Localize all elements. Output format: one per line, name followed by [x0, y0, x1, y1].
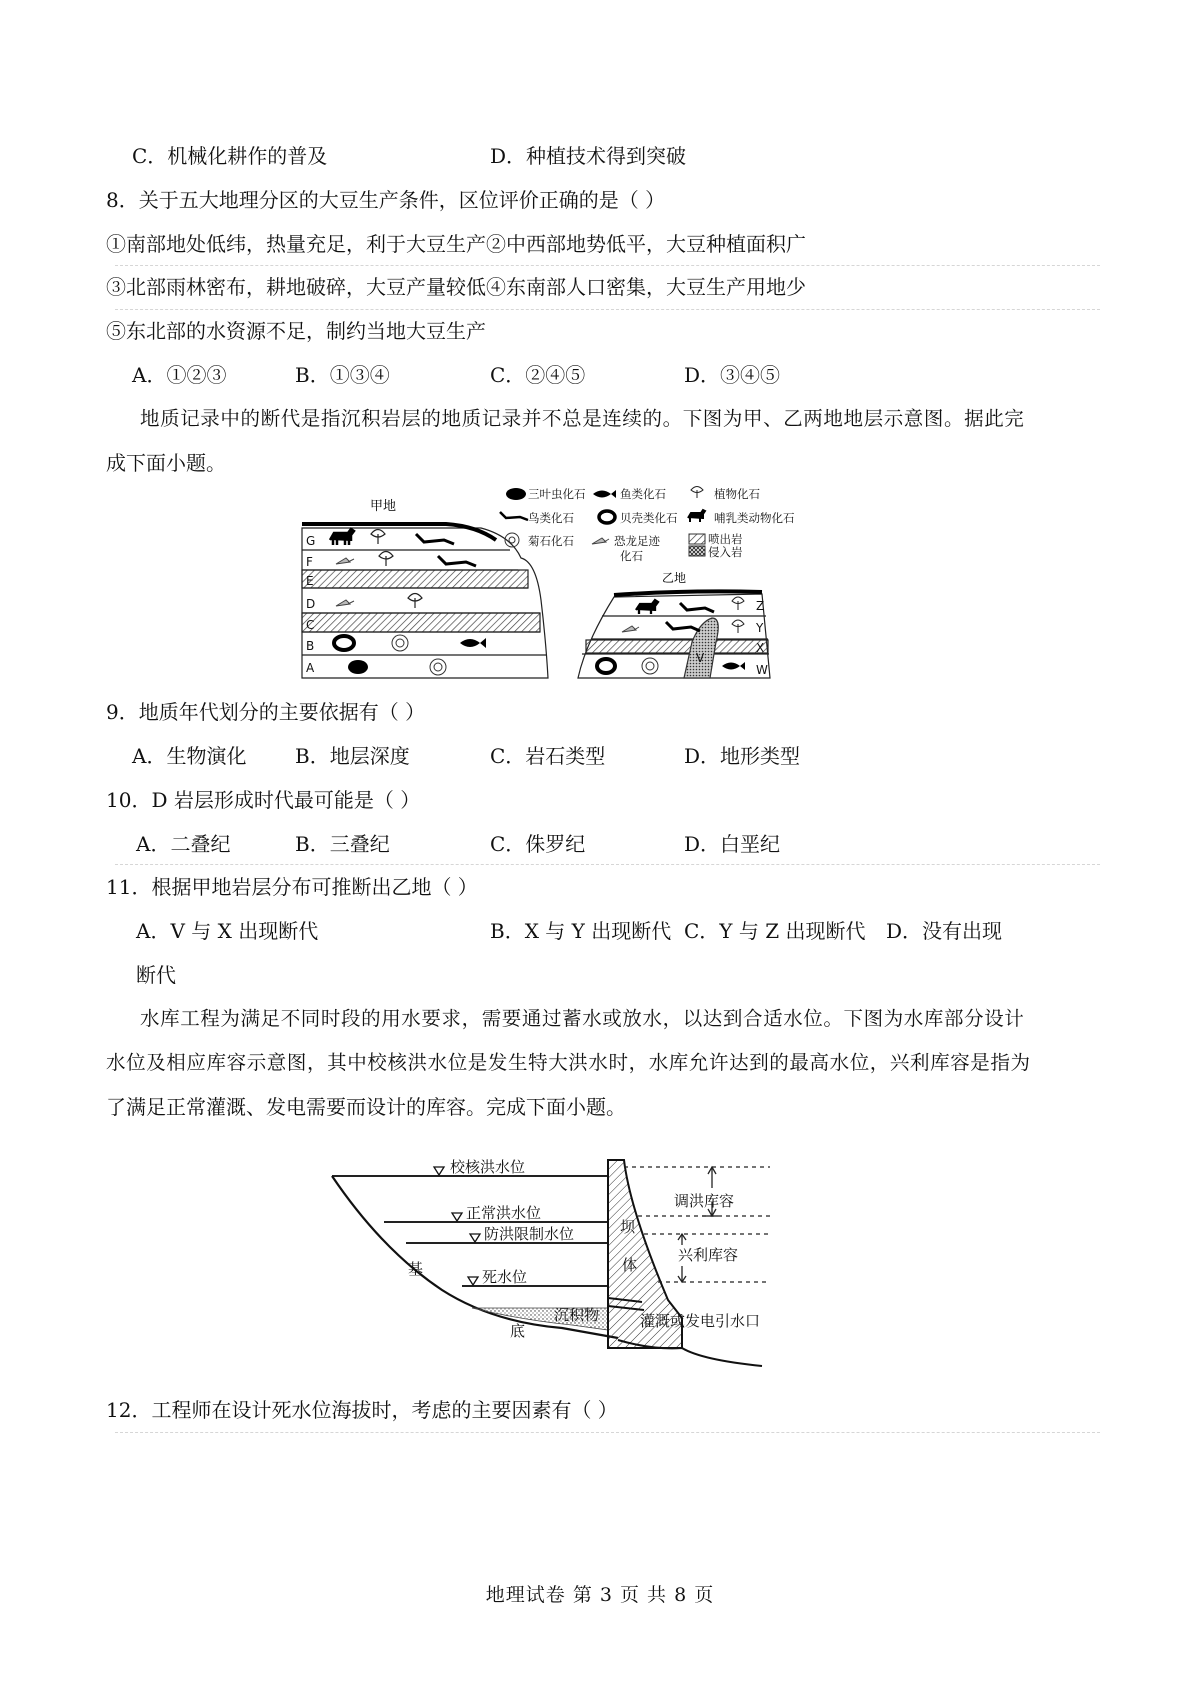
- q12-stem: 12．工程师在设计死水位海拔时，考虑的主要因素有（ ）: [106, 1398, 618, 1422]
- layer-e: E: [306, 574, 314, 588]
- legend-shell: 贝壳类化石: [620, 511, 678, 525]
- q8-stem: 8．关于五大地理分区的大豆生产条件，区位评价正确的是（ ）: [106, 188, 666, 212]
- dam-label-1: 坝: [620, 1218, 636, 1236]
- site-b-block: [578, 591, 770, 678]
- layer-d: D: [306, 597, 316, 611]
- bird-icon: [500, 512, 528, 520]
- check-flood-level-label: 校核洪水位: [450, 1158, 526, 1176]
- q10-option-b: B．三叠纪: [295, 832, 390, 856]
- flood-storage-label: 调洪库容: [674, 1192, 735, 1210]
- benefit-storage-label: 兴利库容: [678, 1246, 739, 1264]
- normal-flood-level-label: 正常洪水位: [466, 1204, 542, 1222]
- q11-option-d-cont: 断代: [136, 963, 176, 987]
- trilobite-icon: [348, 660, 368, 674]
- base-label-2: 底: [510, 1322, 526, 1340]
- layer-w: W: [756, 663, 768, 677]
- q8-statement-1: ①南部地处低纬，热量充足，利于大豆生产②中西部地势低平，大豆种植面积广: [106, 232, 806, 256]
- page-footer: 地理试卷 第 3 页 共 8 页: [485, 1584, 715, 1606]
- layer-b: B: [306, 639, 315, 653]
- trilobite-icon: [506, 488, 526, 500]
- layer-x: X: [756, 641, 765, 655]
- passage1-line2: 成下面小题。: [106, 451, 226, 475]
- legend-plant: 植物化石: [714, 487, 760, 501]
- q9-stem: 9．地质年代划分的主要依据有（ ）: [106, 700, 426, 724]
- passage2-line1: 水库工程为满足不同时段的用水要求，需要通过蓄水或放水，以达到合适水位。下图为水库部分设计: [140, 1007, 1025, 1030]
- strata-diagram: [296, 482, 816, 682]
- layer-v: V: [696, 651, 705, 665]
- legend-dino-1: 恐龙足迹: [614, 534, 660, 548]
- q10-option-d: D．白垩纪: [684, 832, 781, 856]
- q8-option-b: B．①③④: [295, 363, 390, 387]
- layer-z: Z: [756, 599, 765, 613]
- site-a-label: 甲地: [370, 499, 397, 514]
- passage2-line3: 了满足正常灌溉、发电需要而设计的库容。完成下面小题。: [106, 1095, 626, 1119]
- q7-option-c: C．机械化耕作的普及: [132, 144, 328, 168]
- legend-intrusive: 侵入岩: [708, 545, 743, 559]
- mammal-icon: [688, 510, 705, 522]
- plant-icon: [691, 487, 703, 499]
- layer-c: C: [306, 618, 315, 632]
- extrusive-swatch: [689, 534, 705, 544]
- q11-option-d: D．没有出现: [886, 919, 1003, 943]
- dam-label-2: 体: [622, 1256, 638, 1274]
- legend-fish: 鱼类化石: [620, 487, 666, 501]
- legend-dino-2: 化石: [620, 549, 643, 563]
- shell-icon: [599, 511, 615, 523]
- sediment-label: 沉积物: [554, 1306, 600, 1324]
- q11-option-b: B．X 与 Y 出现断代: [490, 919, 672, 943]
- q10-option-c: C．侏罗纪: [490, 832, 586, 856]
- q8-option-d: D．③④⑤: [684, 363, 781, 387]
- legend-bird: 鸟类化石: [528, 511, 574, 525]
- q9-option-a: A．生物演化: [132, 744, 247, 768]
- legend-ammonite: 菊石化石: [528, 534, 574, 548]
- reservoir-diagram: [322, 1150, 772, 1370]
- fish-icon: [593, 490, 616, 498]
- site-b-label: 乙地: [662, 571, 687, 585]
- dino-icon: [592, 538, 609, 544]
- q9-option-b: B．地层深度: [295, 744, 410, 768]
- q9-option-d: D．地形类型: [684, 744, 801, 768]
- flood-limit-level-label: 防洪限制水位: [484, 1225, 575, 1243]
- passage1-line1: 地质记录中的断代是指沉积岩层的地质记录并不总是连续的。下图为甲、乙两地地层示意图。据此完: [140, 407, 1025, 430]
- q10-option-a: A．二叠纪: [136, 832, 231, 856]
- layer-f: F: [306, 555, 313, 569]
- q8-statement-2: ③北部雨林密布，耕地破碎，大豆产量较低④东南部人口密集，大豆生产用地少: [106, 275, 806, 299]
- legend-trilobite: 三叶虫化石: [528, 487, 586, 501]
- layer-a: A: [306, 661, 315, 675]
- q11-stem: 11．根据甲地岩层分布可推断出乙地（ ）: [106, 875, 478, 899]
- q8-statement-3: ⑤东北部的水资源不足，制约当地大豆生产: [106, 319, 486, 343]
- legend-extrusive: 喷出岩: [708, 532, 743, 546]
- q9-option-c: C．岩石类型: [490, 744, 606, 768]
- layer-g: G: [306, 534, 316, 548]
- q7-option-d: D．种植技术得到突破: [490, 144, 687, 168]
- dead-level-label: 死水位: [482, 1268, 528, 1286]
- q8-option-a: A．①②③: [132, 363, 227, 387]
- q10-stem: 10．D 岩层形成时代最可能是（ ）: [106, 788, 421, 812]
- q11-option-a: A．V 与 X 出现断代: [136, 919, 319, 943]
- layer-y: Y: [756, 621, 764, 635]
- q8-option-c: C．②④⑤: [490, 363, 586, 387]
- intake-label: 灌溉或发电引水口: [640, 1312, 761, 1330]
- legend-mammal: 哺乳类动物化石: [714, 511, 795, 525]
- base-label-1: 基: [408, 1260, 424, 1278]
- q11-option-c: C．Y 与 Z 出现断代: [684, 919, 866, 943]
- intrusive-swatch: [689, 546, 705, 556]
- passage2-line2: 水位及相应库容示意图，其中校核洪水位是发生特大洪水时，水库允许达到的最高水位，兴利库容是指为: [106, 1051, 1031, 1074]
